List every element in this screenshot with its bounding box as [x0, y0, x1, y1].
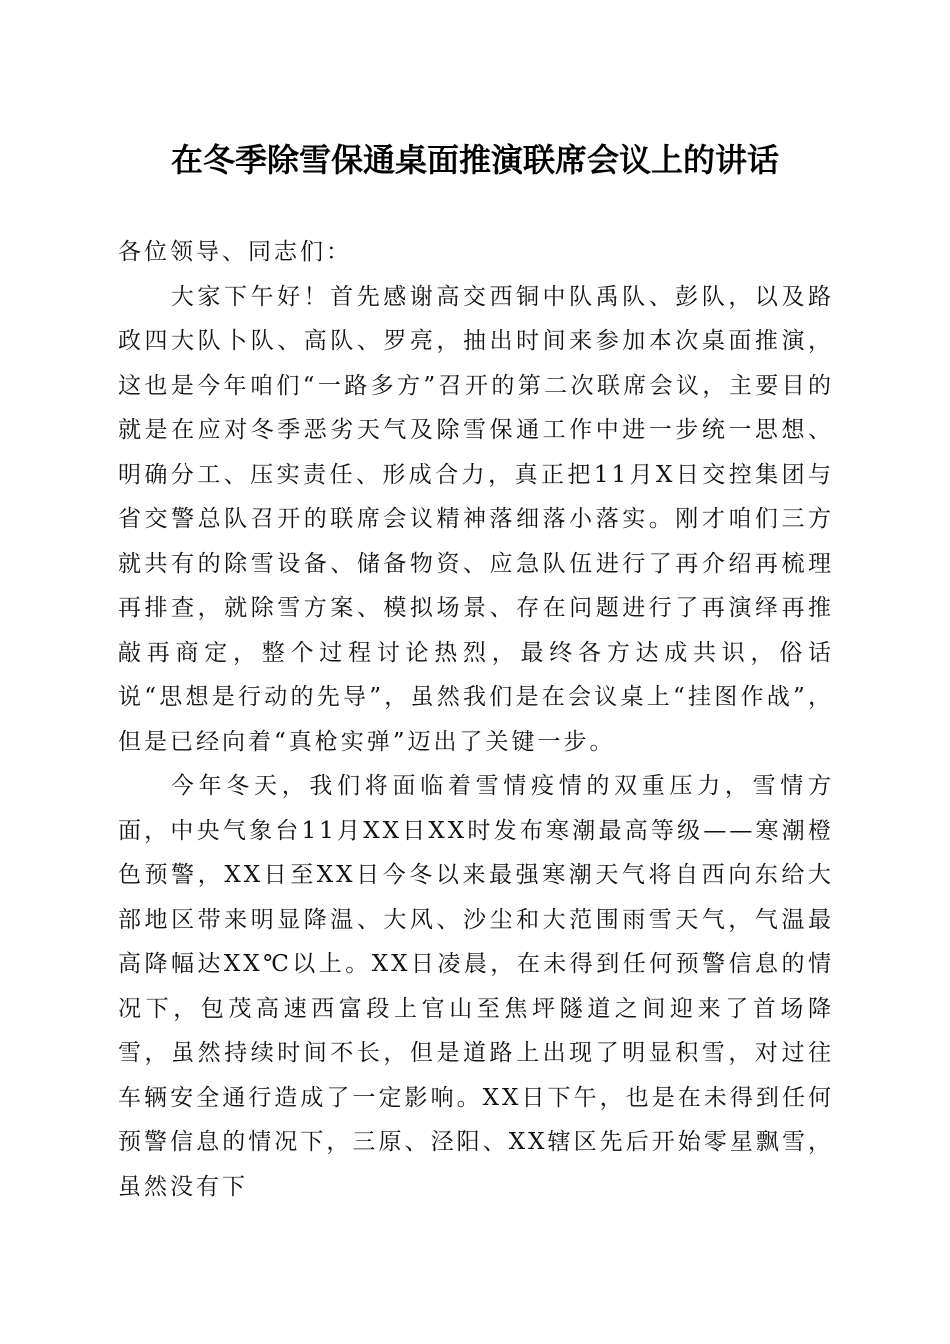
document-title: 在冬季除雪保通桌面推演联席会议上的讲话 — [170, 141, 779, 179]
paragraph-2: 今年冬天，我们将面临着雪情疫情的双重压力，雪情方面，中央气象台11月XX日XX时发布寒潮最高等级——寒潮橙色预警，XX日至XX日今冬以来最强寒潮天气将自西向东给大部地区带来明显降温、大风、沙尘和大范围雨雪天气，气温最高降幅达XX℃以上。XX日凌晨，在未得到任何预警信息的情况下，包茂高速西富段上官山至焦坪隧道之间迎来了首场降雪，虽然持续时间不长，但是道路上出现了明显积雪，对过往车辆安全通行造成了一定影响。XX日下午，也是在未得到任何预警信息的情况下，三原、泾阳、XX辖区先后开始零星飘雪，虽然没有下 — [118, 773, 834, 1200]
document-body — [118, 230, 834, 1209]
paragraph-1: 大家下午好！首先感谢高交西铜中队禹队、彭队，以及路政四大队卜队、高队、罗亮，抽出时间来参加本次桌面推演，这也是今年咱们“一路多方”召开的第二次联席会议，主要目的就是在应对冬季恶劣天气及除雪保通工作中进一步统一思想、明确分工、压实责任、形成合力，真正把11月X日交控集团与省交警总队召开的联席会议精神落细落小落实。刚才咱们三方就共有的除雪设备、储备物资、应急队伍进行了再介绍再梳理再排查，就除雪方案、模拟场景、存在问题进行了再演绎再推敲再商定，整个过程讨论热烈，最终各方达成共识，俗话说“思想是行动的先导”，虽然我们是在会议桌上“挂图作战”，但是已经向着“真枪实弹”迈出了关键一步。 — [118, 283, 834, 755]
salutation: 各位领导、同志们： — [118, 239, 352, 265]
